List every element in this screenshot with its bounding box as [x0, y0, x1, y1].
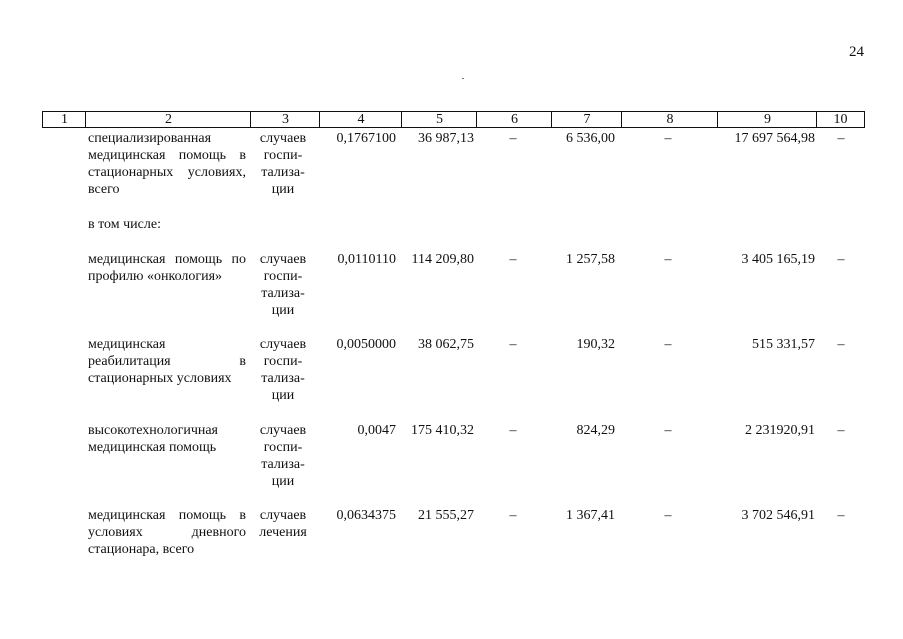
row-col6: – — [509, 423, 517, 438]
page-number: 24 — [849, 44, 864, 60]
row-name: медицинская реабилитация в стационарных условиях — [88, 337, 246, 386]
row-col6: – — [509, 131, 517, 146]
row-col5: 114 209,80 — [411, 252, 474, 267]
column-header-10: 10 — [816, 111, 865, 128]
column-header-5: 5 — [401, 111, 477, 128]
row-col7: 6 536,00 — [566, 131, 615, 146]
row-col5: 36 987,13 — [418, 131, 474, 146]
column-header-8: 8 — [621, 111, 718, 128]
row-col9: 515 331,57 — [752, 337, 815, 352]
row-name: медицинская помощь в условиях дневного стационара, всего — [88, 508, 246, 557]
row-col10: – — [837, 337, 845, 352]
column-header-6: 6 — [476, 111, 552, 128]
row-col9: 2 231920,91 — [745, 423, 815, 438]
column-header-9: 9 — [717, 111, 817, 128]
row-col7: 1 257,58 — [566, 252, 615, 267]
row-col5: 175 410,32 — [411, 423, 474, 438]
column-header-2: 2 — [85, 111, 251, 128]
row-col5: 38 062,75 — [418, 337, 474, 352]
row-col9: 3 702 546,91 — [741, 508, 815, 523]
row-col10: – — [837, 131, 845, 146]
row-name: высокотехнологичная медицинская помощь — [88, 423, 218, 455]
row-col9: 3 405 165,19 — [741, 252, 815, 267]
row-name: медицинская помощь по профилю «онкология» — [88, 252, 246, 284]
row-col4: 0,0050000 — [336, 337, 396, 352]
row-col8: – — [664, 423, 672, 438]
row-col8: – — [664, 252, 672, 267]
row-unit: случаев госпи-тализа-ции — [259, 131, 307, 197]
row-col6: – — [509, 508, 517, 523]
row-col4: 0,0047 — [357, 423, 396, 438]
row-unit: случаев госпи-тализа-ции — [259, 252, 307, 318]
row-col7: 190,32 — [576, 337, 615, 352]
row-col8: – — [664, 131, 672, 146]
row-col6: – — [509, 337, 517, 352]
row-col4: 0,1767100 — [336, 131, 396, 146]
row-col4: 0,0634375 — [336, 508, 396, 523]
row-col10: – — [837, 508, 845, 523]
row-col6: – — [509, 252, 517, 267]
row-col5: 21 555,27 — [418, 508, 474, 523]
row-col9: 17 697 564,98 — [734, 131, 815, 146]
row-unit: случаев госпи-тализа-ции — [259, 423, 307, 489]
row-col8: – — [664, 508, 672, 523]
row-subheading: в том числе: — [88, 217, 161, 232]
column-header-7: 7 — [551, 111, 622, 128]
column-header-1: 1 — [42, 111, 86, 128]
row-unit: случаев госпи-тализа-ции — [259, 337, 307, 403]
column-header-3: 3 — [250, 111, 320, 128]
row-col10: – — [837, 423, 845, 438]
row-col7: 824,29 — [576, 423, 615, 438]
row-unit: случаев лечения — [259, 508, 307, 540]
row-col4: 0,0110110 — [337, 252, 396, 267]
row-col7: 1 367,41 — [566, 508, 615, 523]
scan-artifact — [462, 78, 464, 79]
column-header-4: 4 — [319, 111, 402, 128]
row-name: специализированная медицинская помощь в стационарных условиях, всего — [88, 131, 246, 197]
row-col10: – — [837, 252, 845, 267]
row-col8: – — [664, 337, 672, 352]
